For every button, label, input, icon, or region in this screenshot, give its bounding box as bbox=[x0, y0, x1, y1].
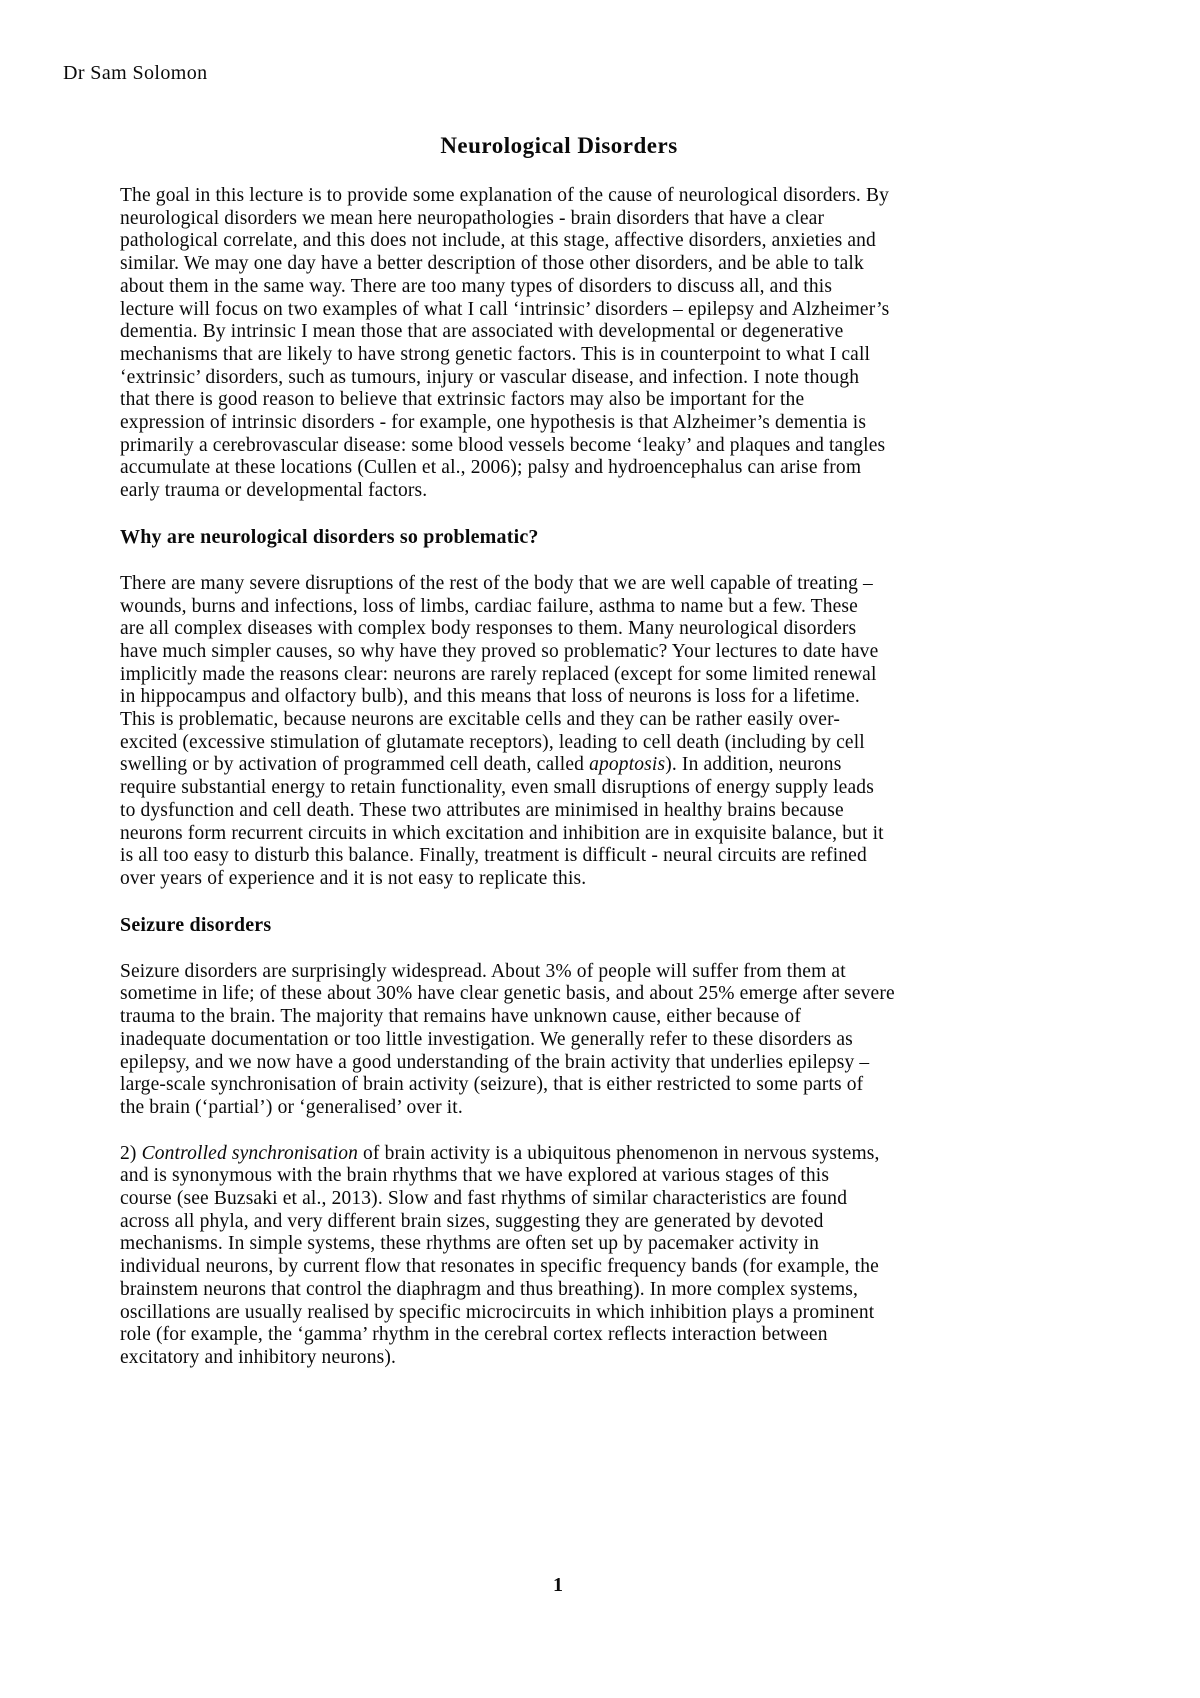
paragraph-controlled-synchronisation: 2) Controlled synchronisation of brain activity is a ubiquitous phenomenon in nervous systems, and is synonymous with the brain rhythms that we have explored at various stages of this course (see Buzsaki et al., 2013). Slow and fast rhythms of similar characteristics are found across all phyla, and very different brain sizes, suggesting they are generated by devoted mechanisms. In simple systems, these rhythms are often set up by pacemaker activity in individual neurons, by current flow that resonates in specific frequency bands (for example, the brainstem neurons that control the diaphragm and thus breathing). In more complex systems, oscillations are usually realised by specific microcircuits in which inhibition plays a prominent role (for example, the ‘gamma’ rhythm in the cerebral cortex reflects interaction between excitatory and inhibitory neurons). bbox=[120, 1142, 880, 1368]
page-number: 1 bbox=[553, 1574, 563, 1596]
page-title: Neurological Disorders bbox=[440, 133, 678, 158]
section-heading-problematic: Why are neurological disorders so problematic? bbox=[120, 525, 539, 548]
paragraph-seizure-disorders: Seizure disorders are surprisingly widespread. About 3% of people will suffer from them at sometime in life; of these about 30% have clear genetic basis, and about 25% emerge after severe trauma to the brain. The majority that remains have unknown cause, either because of inadequate documentation or too little investigation. We generally refer to these disorders as epilepsy, and we now have a good understanding of the brain activity that underlies epilepsy – large-scale synchronisation of brain activity (seizure), that is either restricted to some parts of the brain (‘partial’) or ‘generalised’ over it. bbox=[120, 960, 895, 1118]
paragraph-problematic: There are many severe disruptions of the rest of the body that we are well capable of treating – wounds, burns and infections, loss of limbs, cardiac failure, asthma to name but a few. These are all complex diseases with complex body responses to them. Many neurological disorders have much simpler causes, so why have they proved so problematic? Your lectures to date have implicitly made the reasons clear: neurons are rarely replaced (except for some limited renewal in hippocampus and olfactory bulb), and this means that loss of neurons is loss for a lifetime. This is problematic, because neurons are excitable cells and they can be rather easily over- excited (excessive stimulation of glutamate receptors), leading to cell death (including by cell swelling or by activation of programmed cell death, called apoptosis). In addition, neurons require substantial energy to retain functionality, even small disruptions of energy supply leads to dysfunction and cell death. These two attributes are minimised in healthy brains because neurons form recurrent circuits in which excitation and inhibition are in exquisite balance, but it is all too easy to disturb this balance. Finally, treatment is difficult - neural circuits are refined over years of experience and it is not easy to replicate this. bbox=[120, 572, 884, 889]
document-body bbox=[120, 132, 998, 1393]
paragraph-introduction: The goal in this lecture is to provide some explanation of the cause of neurological disorders. By neurological disorders we mean here neuropathologies - brain disorders that have a clear pathological correlate, and this does not include, at this stage, affective disorders, anxieties and similar. We may one day have a better description of those other disorders, and be able to talk about them in the same way. There are too many types of disorders to discuss all, and this lecture will focus on two examples of what I call ‘intrinsic’ disorders – epilepsy and Alzheimer’s dementia. By intrinsic I mean those that are associated with developmental or degenerative mechanisms that are likely to have strong genetic factors. This is in counterpoint to what I call ‘extrinsic’ disorders, such as tumours, injury or vascular disease, and infection. I note though that there is good reason to believe that extrinsic factors may also be important for the expression of intrinsic disorders - for example, one hypothesis is that Alzheimer’s dementia is primarily a cerebrovascular disease: some blood vessels become ‘leaky’ and plaques and tangles accumulate at these locations (Cullen et al., 2006); palsy and hydroencephalus can arise from early trauma or developmental factors. bbox=[120, 185, 890, 502]
section-heading-seizure-disorders: Seizure disorders bbox=[120, 913, 272, 936]
author-name: Dr Sam Solomon bbox=[63, 62, 208, 84]
